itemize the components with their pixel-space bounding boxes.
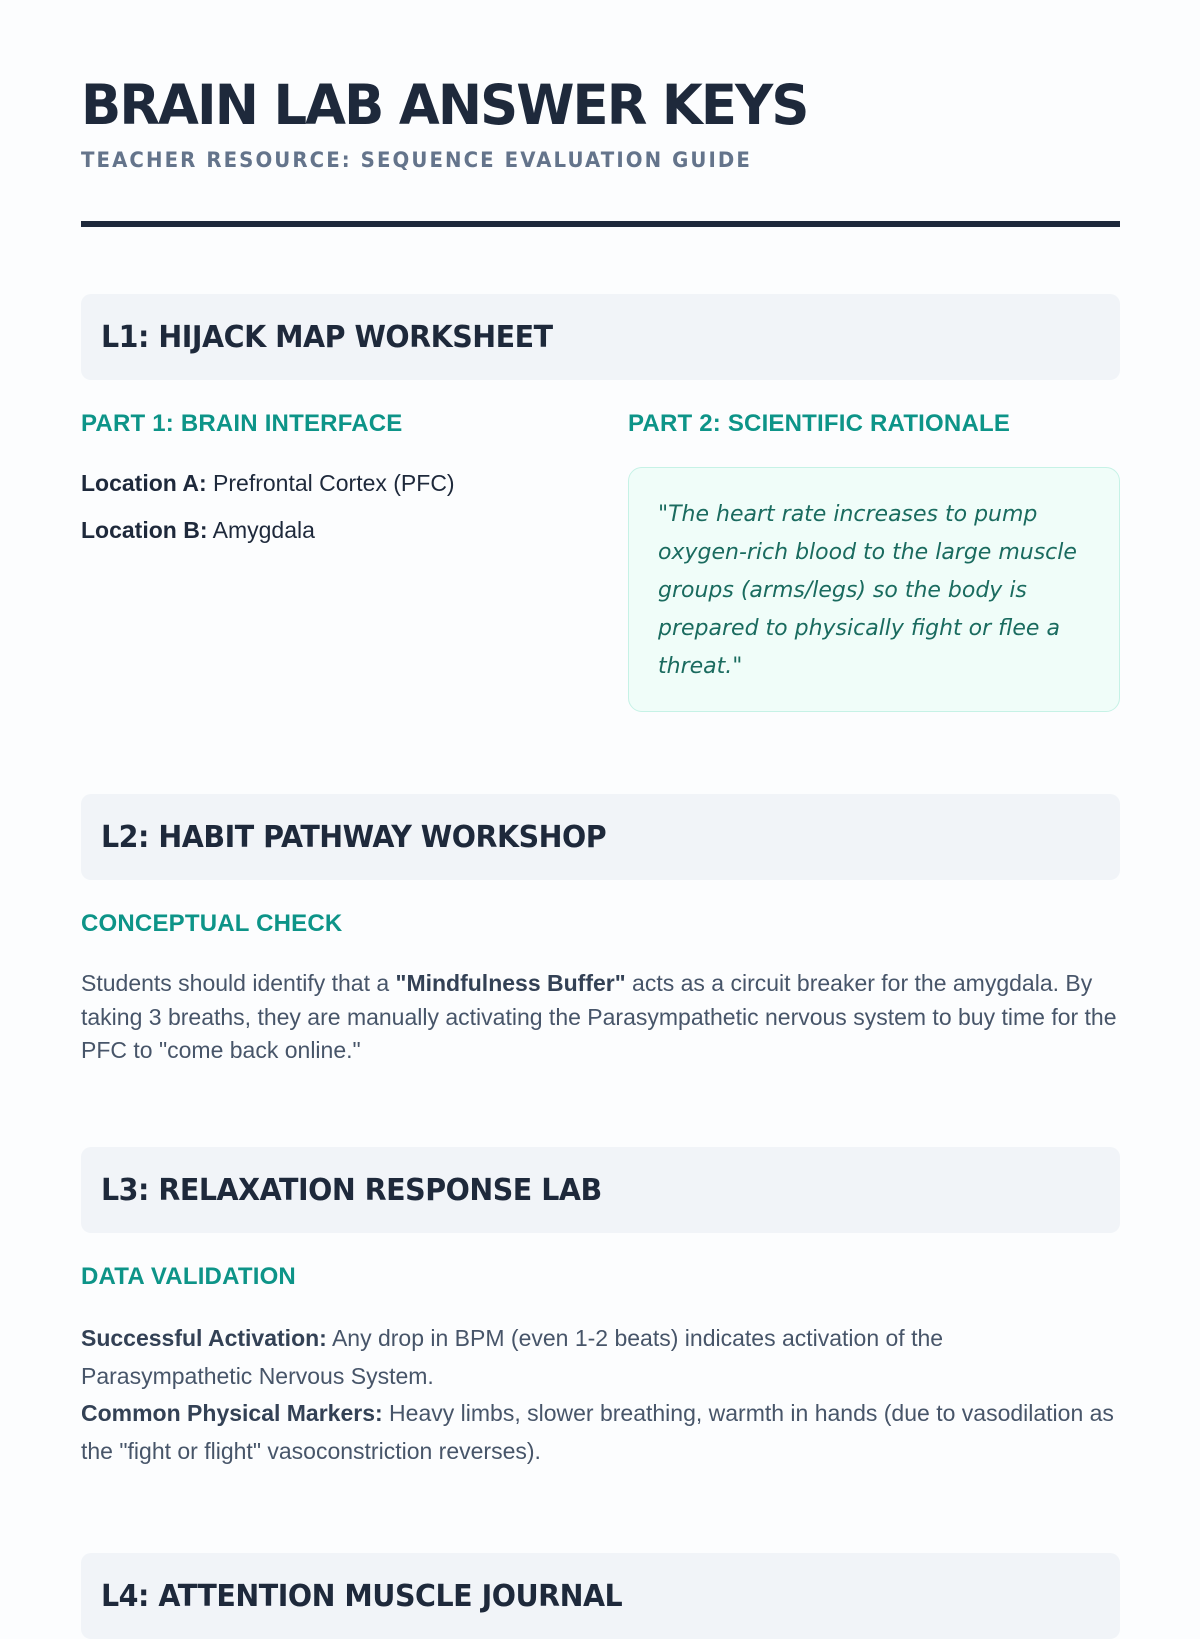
part2-label: PART 2: SCIENTIFIC RATIONALE <box>628 410 1011 437</box>
activation-label: Successful Activation: <box>81 1325 327 1351</box>
section-l2-header <box>81 794 1120 880</box>
part1-label: PART 1: BRAIN INTERFACE <box>81 410 403 437</box>
markers-text: Heavy limbs, slower breathing, warmth in hands (due to vasodilation as the "fight or flight" vasoconstriction reverses). <box>81 1400 1114 1464</box>
section-l4-header <box>81 1553 1120 1639</box>
rationale-box <box>628 467 1120 712</box>
conceptual-check-label: CONCEPTUAL CHECK <box>81 910 343 937</box>
location-a <box>81 470 455 497</box>
section-l1-header <box>81 294 1120 380</box>
section-l2-title: L2: HABIT PATHWAY WORKSHOP <box>101 819 607 855</box>
location-b-value: Amygdala <box>212 517 315 543</box>
rationale-quote: "The heart rate increases to pump oxygen-rich blood to the large muscle groups (arms/legs) so the body is prepared to physically fight or flee a threat." <box>658 502 1077 679</box>
mindfulness-buffer-term: "Mindfulness Buffer" <box>395 970 626 996</box>
data-validation-label: DATA VALIDATION <box>81 1263 296 1290</box>
section-l1-title: L1: HIJACK MAP WORKSHEET <box>101 319 553 355</box>
page-subtitle: TEACHER RESOURCE: SEQUENCE EVALUATION GUIDE <box>81 148 752 172</box>
location-a-value: Prefrontal Cortex (PFC) <box>213 470 455 496</box>
location-a-label: Location A: <box>81 470 207 496</box>
location-b-label: Location B: <box>81 517 208 543</box>
activation-text: Any drop in BPM (even 1-2 beats) indicates activation of the Parasympathetic Nervous System. <box>81 1325 944 1389</box>
section-l4-title: L4: ATTENTION MUSCLE JOURNAL <box>101 1578 623 1614</box>
conceptual-text-part2: acts as a circuit breaker for the amygdala. By taking 3 breaths, they are manually activating the Parasympathetic nervous system to buy time for the PFC to "come back online." <box>81 970 1117 1063</box>
section-l3-title: L3: RELAXATION RESPONSE LAB <box>101 1172 602 1208</box>
markers-label: Common Physical Markers: <box>81 1400 383 1426</box>
location-b <box>81 517 315 544</box>
conceptual-text-part1: Students should identify that a <box>81 970 396 996</box>
conceptual-check-text <box>81 967 1120 1068</box>
page-title: BRAIN LAB ANSWER KEYS <box>81 73 808 137</box>
section-l3-header <box>81 1147 1120 1233</box>
title-divider <box>81 221 1120 227</box>
data-validation-text <box>81 1320 1120 1470</box>
